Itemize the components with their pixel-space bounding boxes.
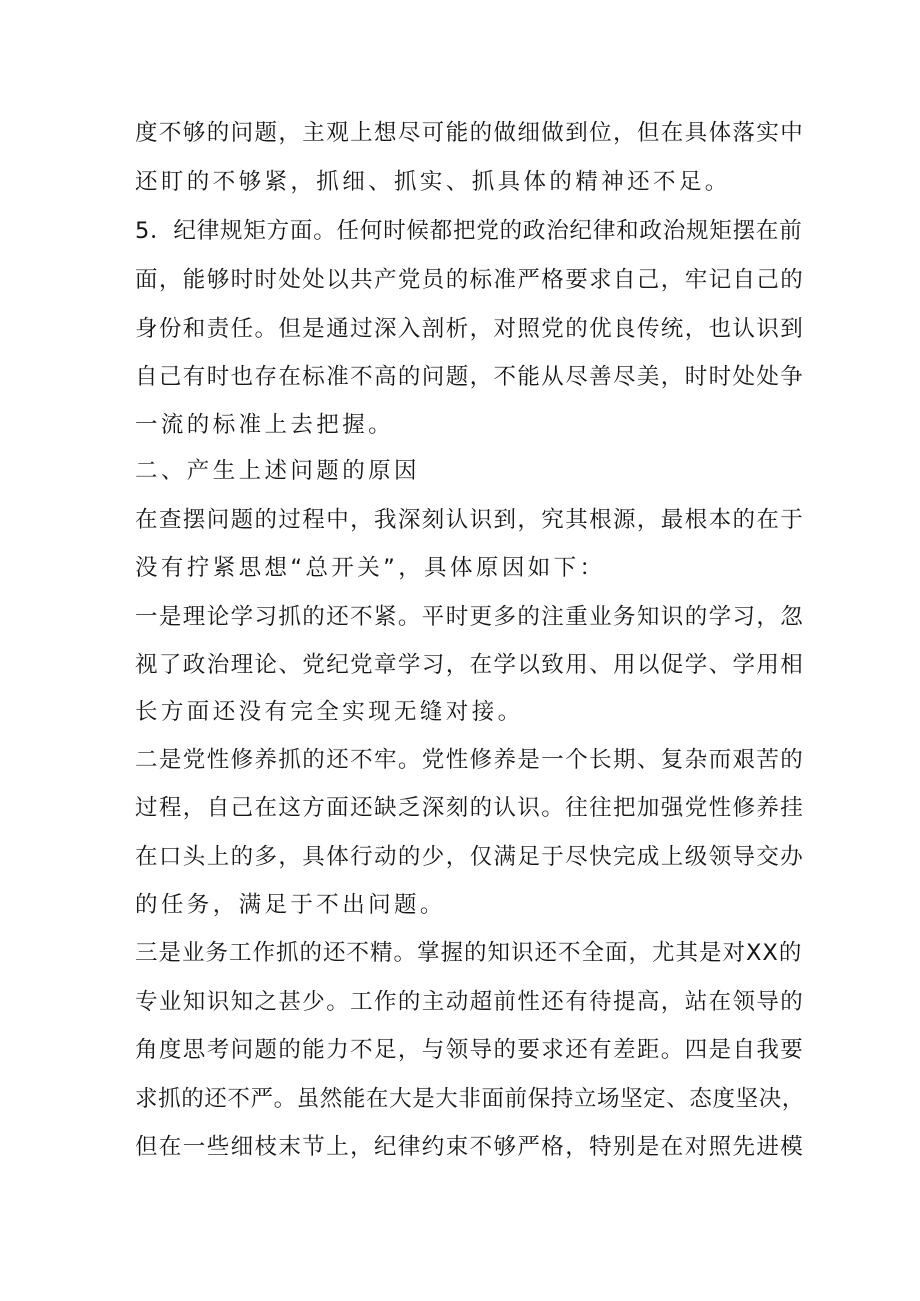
text-line-16: 在口头上的多，具体行动的少，仅满足于尽快完成上级领导交办: [135, 844, 805, 870]
text-line-19: 专业知识知之甚少。工作的主动超前性还有待提高，站在领导的: [135, 989, 805, 1015]
text-line-6: 自己有时也存在标准不高的问题，不能从尽善尽美，时时处处争: [135, 364, 805, 390]
text-line-18: 三是业务工作抓的还不精。掌握的知识还不全面，尤其是对XX的: [135, 940, 803, 966]
text-line-13: 长方面还没有完全实现无缝对接。: [135, 699, 524, 725]
text-line-9: 在查摆问题的过程中，我深刻认识到，究其根源，最根本的在于: [135, 507, 805, 533]
text-line-4: 面，能够时时处处以共产党员的标准严格要求自己，牢记自己的: [135, 267, 805, 293]
text-line-2: 还盯的不够紧，抓细、抓实、抓具体的精神还不足。: [135, 169, 731, 195]
text-line-22: 但在一些细枝末节上，纪律约束不够严格，特别是在对照先进模: [135, 1134, 805, 1160]
text-line-7: 一流的标准上去把握。: [135, 412, 395, 438]
text-line-3: 5．纪律规矩方面。任何时候都把党的政治纪律和政治规矩摆在前: [135, 218, 803, 244]
text-line-14: 二是党性修养抓的还不牢。党性修养是一个长期、复杂而艰苦的: [135, 747, 805, 773]
text-line-17: 的任务，满足于不出问题。: [135, 892, 446, 918]
text-line-21: 求抓的还不严。虽然能在大是大非面前保持立场坚定、态度坚决，: [135, 1086, 805, 1112]
text-line-12: 视了政治理论、党纪党章学习，在学以致用、用以促学、学用相: [135, 652, 805, 678]
text-line-10: 没有拧紧思想“总开关”，具体原因如下：: [135, 555, 606, 581]
text-line-1: 度不够的问题，主观上想尽可能的做细做到位，但在具体落实中: [135, 120, 805, 146]
text-line-5: 身份和责任。但是通过深入剖析，对照党的优良传统，也认识到: [135, 316, 805, 342]
section-heading: 二、产生上述问题的原因: [135, 458, 420, 484]
text-line-20: 角度思考问题的能力不足，与领导的要求还有差距。四是自我要: [135, 1037, 805, 1063]
text-line-11: 一是理论学习抓的还不紧。平时更多的注重业务知识的学习，忽: [135, 604, 805, 630]
text-line-15: 过程，自己在这方面还缺乏深刻的认识。往往把加强党性修养挂: [135, 795, 805, 821]
